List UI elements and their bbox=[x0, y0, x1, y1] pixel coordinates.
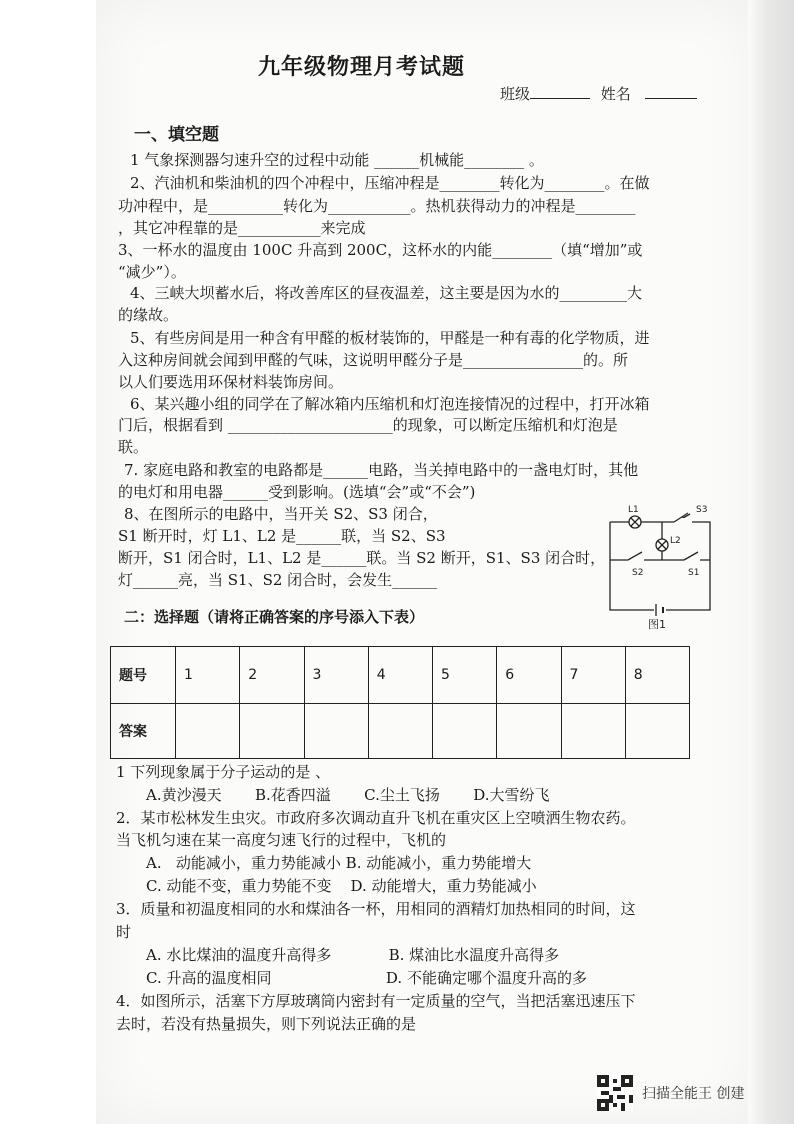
label-l2: L2 bbox=[670, 536, 681, 546]
s2-line-2: A.黄沙漫天 B.花香四溢 C.尘土飞扬 D.大雪纷飞 bbox=[146, 786, 550, 804]
label-l1: L1 bbox=[628, 505, 639, 515]
answer-cell[interactable] bbox=[176, 704, 240, 759]
s1-line-12: 6、某兴趣小组的同学在了解冰箱内压缩机和灯泡连接情况的过程中，打开冰箱 bbox=[130, 395, 650, 413]
s1-line-4: ，其它冲程靠的是___________来完成 bbox=[118, 219, 366, 237]
s2-line-7: 3．质量和初温度相同的水和煤油各一杯，用相同的酒精灯加热相同的时间，这 bbox=[116, 900, 636, 918]
question-number-cell: 5 bbox=[433, 647, 497, 704]
answer-table bbox=[110, 646, 690, 759]
s2-line-12: 去时，若没有热量损失，则下列说法正确的是 bbox=[116, 1015, 417, 1033]
s1-line-8: 的缘故。 bbox=[118, 306, 179, 324]
label-s2: S2 bbox=[632, 568, 644, 578]
s2-line-1: 1 下列现象属于分子运动的是 、 bbox=[116, 763, 331, 781]
s1-line-14: 联。 bbox=[118, 438, 149, 456]
s2-line-6: C. 动能不变，重力势能不变 D. 动能增大，重力势能减小 bbox=[146, 877, 537, 895]
s1-line-17: 8、在图所示的电路中，当开关 S2、S3 闭合， bbox=[124, 505, 438, 523]
s1-line-19: 断开，S1 闭合时，L1、L2 是______联。当 S2 断开，S1、S3 闭合时， bbox=[118, 549, 606, 567]
s2-line-11: 4．如图所示，活塞下方厚玻璃筒内密封有一定质量的空气，当把活塞迅速压下 bbox=[116, 992, 636, 1010]
section2-heading: 二：选择题（请将正确答案的序号添入下表） bbox=[124, 608, 425, 626]
s1-line-10: 入这种房间就会闻到甲醛的气味，这说明甲醛分子是________________的。所 bbox=[118, 351, 629, 369]
question-number-cell: 2 bbox=[240, 647, 304, 704]
circuit-wire bbox=[610, 522, 710, 610]
answer-cell[interactable] bbox=[240, 704, 304, 759]
class-field bbox=[500, 84, 697, 104]
name-label: 姓名 bbox=[600, 85, 631, 103]
s2-line-4: 当飞机匀速在某一高度匀速飞行的过程中，飞机的 bbox=[116, 831, 447, 849]
s2-line-3: 2．某市松林发生虫灾。市政府多次调动直升飞机在重灾区上空喷洒生物农药。 bbox=[116, 809, 636, 827]
s2-line-5: A. 动能减小，重力势能减小 B. 动能减小，重力势能增大 bbox=[146, 854, 532, 872]
circuit-diagram bbox=[600, 500, 720, 630]
question-number-cell: 7 bbox=[561, 647, 625, 704]
s1-line-20: 灯______亮，当 S1、S2 闭合时，会发生______ bbox=[118, 571, 438, 589]
question-number-cell: 1 bbox=[176, 647, 240, 704]
question-number-cell: 8 bbox=[625, 647, 689, 704]
answer-cell[interactable] bbox=[497, 704, 561, 759]
s1-line-15: 7. 家庭电路和教室的电路都是______电路，当关掉电路中的一盏电灯时，其他 bbox=[124, 461, 639, 479]
s2-line-10: C. 升高的温度相同 D. 不能确定哪个温度升高的多 bbox=[146, 969, 587, 987]
s1-line-13: 门后，根据看到 ______________________的现象，可以断定压缩机和灯泡是 bbox=[118, 416, 618, 434]
scanner-watermark: 扫描全能王 创建 bbox=[642, 1086, 745, 1102]
table-row bbox=[111, 647, 690, 704]
answer-cell[interactable] bbox=[368, 704, 432, 759]
label-s3: S3 bbox=[696, 505, 708, 515]
s2-line-9: A. 水比煤油的温度升高得多 B. 煤油比水温度升高得多 bbox=[146, 946, 560, 964]
label-s1: S1 bbox=[688, 568, 700, 578]
answer-cell[interactable] bbox=[625, 704, 689, 759]
s2-line-8: 时 bbox=[116, 923, 132, 941]
answer-cell[interactable] bbox=[561, 704, 625, 759]
s1-line-5: 3、一杯水的温度由 100C 升高到 200C，这杯水的内能________（填“增加”或 bbox=[118, 241, 643, 259]
scan-shadow-edge bbox=[748, 0, 794, 1124]
page-title: 九年级物理月考试题 bbox=[258, 54, 466, 80]
section1-heading: 一、填空题 bbox=[134, 125, 219, 145]
row-header-number: 题号 bbox=[111, 647, 176, 704]
figure-caption: 图1 bbox=[648, 618, 666, 630]
s1-line-3: 功冲程中，是__________转化为___________。热机获得动力的冲程是________ bbox=[118, 197, 636, 215]
answer-cell[interactable] bbox=[304, 704, 368, 759]
s1-line-2: 2、汽油机和柴油机的四个冲程中，压缩冲程是________转化为________。在做 bbox=[130, 174, 650, 192]
question-number-cell: 3 bbox=[304, 647, 368, 704]
table-row bbox=[111, 704, 690, 759]
s1-line-9: 5、有些房间是用一种含有甲醛的板材装饰的，甲醛是一种有毒的化学物质，进 bbox=[130, 329, 650, 347]
row-header-answer: 答案 bbox=[111, 704, 176, 759]
answer-cell[interactable] bbox=[433, 704, 497, 759]
s1-line-6: “减少”）。 bbox=[118, 263, 186, 281]
s1-line-7: 4、三峡大坝蓄水后，将改善库区的昼夜温差，这主要是因为水的_________大 bbox=[130, 284, 643, 302]
s1-line-16: 的电灯和用电器______受到影响。(选填“会”或“不会”) bbox=[118, 483, 476, 501]
question-number-cell: 4 bbox=[368, 647, 432, 704]
s1-line-11: 以人们要选用环保材料装饰房间。 bbox=[118, 373, 344, 391]
qr-code-icon bbox=[597, 1075, 633, 1111]
s1-line-18: S1 断开时，灯 L1、L2 是______联，当 S2、S3 bbox=[118, 527, 446, 545]
class-label: 班级 bbox=[500, 85, 531, 103]
s1-line-1: 1 气象探测器匀速升空的过程中动能 ______机械能________ 。 bbox=[130, 151, 544, 169]
question-number-cell: 6 bbox=[497, 647, 561, 704]
